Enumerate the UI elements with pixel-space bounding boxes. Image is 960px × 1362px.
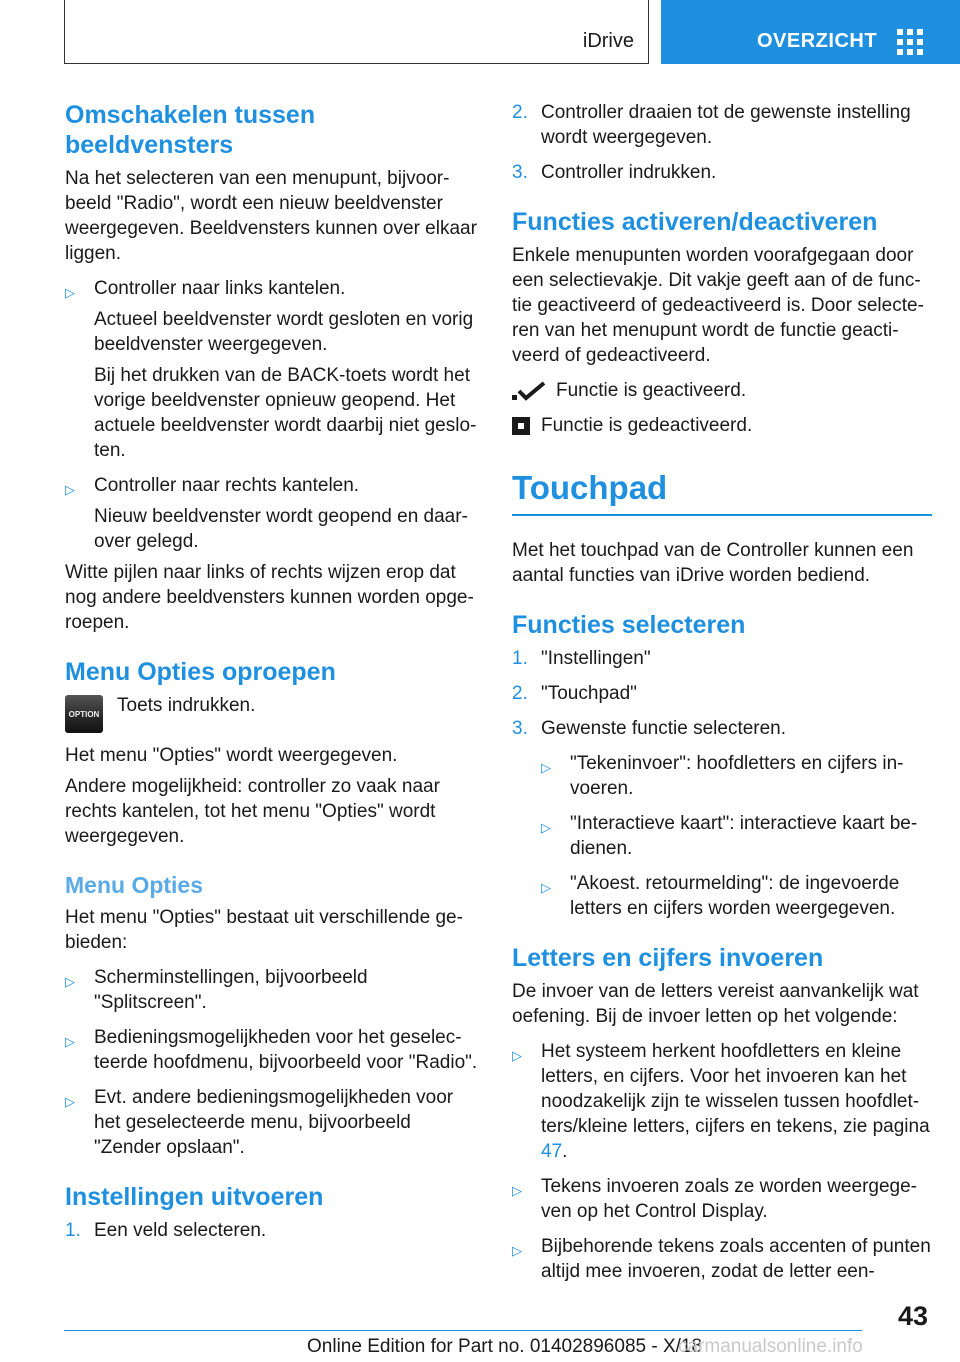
page-link[interactable]: 47 [541, 1141, 563, 1162]
para-menu-areas: Het menu "Opties" bestaat uit verschillende gebieden: [65, 907, 463, 953]
para-enter-letters: De invoer van de letters vereist aanvankelijk wat oefening. Bij de invoer letten op het volgende: [512, 981, 919, 1027]
heading-select-functions: Functies selecteren [512, 611, 746, 639]
para-functions-toggle: Enkele menupunten worden voorafgegaan door een selectievakje. Dit vakje geeft aan of de functie geactiveerd of gedeactiveerd is. Door selecteren van het menupunt wordt de functie geactiveerd of gedeactiveerd. [512, 245, 924, 366]
header-section-box [64, 0, 649, 64]
footer-edition: Online Edition for Part no. 01402896085 - X/18 [307, 1336, 703, 1357]
numbered-step: 2. "Touchpad" [512, 683, 637, 704]
left-column [65, 100, 480, 1243]
option-button-icon: OPTION [65, 695, 103, 733]
triangle-bullet-icon: ▷ [512, 1243, 522, 1258]
list-item: ▷ "Tekeninvoer": hoofdletters en cijfers invoeren. [541, 753, 904, 799]
list-item: ▷ "Interactieve kaart": interactieve kaart bedienen. [541, 813, 918, 859]
list-item: ▷ "Akoest. retourmelding": de ingevoerde letters en cijfers worden weergegeven. [541, 873, 900, 919]
numbered-step: 1. Een veld selecteren. [65, 1220, 267, 1241]
footer-watermark: carmanualsonline.info [678, 1336, 863, 1357]
numbered-step: 3. Controller indrukken. [512, 162, 717, 183]
heading-switch-windows: Omschakelen tussen beeldvensters [65, 101, 316, 159]
checkmark-icon [512, 381, 546, 401]
triangle-bullet-icon: ▷ [65, 974, 75, 989]
triangle-bullet-icon: ▷ [65, 482, 75, 497]
checkbox-empty-icon [512, 417, 530, 435]
para-switch-windows: Na het selecteren van een menupunt, bijvoorbeeld "Radio", wordt een nieuw beeldvenster weergegeven. Beeldvensters kunnen over elkaar liggen. [65, 168, 477, 264]
para-arrows: Witte pijlen naar links of rechts wijzen erop dat nog andere beeldvensters kunnen worden opgeroepen. [65, 562, 474, 633]
list-item: ▷ Bijbehorende tekens zoals accenten of punten altijd mee invoeren, zodat de letter een- [512, 1236, 931, 1282]
list-item: ▷ Scherminstellingen, bijvoorbeeld "Splitscreen". [65, 967, 368, 1013]
triangle-bullet-icon: ▷ [65, 1094, 75, 1109]
activated-text: Functie is geactiveerd. [556, 380, 747, 401]
option-instruction: Toets indrukken. [117, 695, 256, 716]
right-column [512, 100, 932, 1284]
header-tab-overview[interactable] [661, 0, 960, 64]
numbered-step: 1. "Instellingen" [512, 648, 651, 669]
header-section-title: iDrive [582, 30, 634, 52]
list-subitem: Bij het drukken van de BACK-toets wordt het vorige beeldvenster opnieuw geopend. Het actuele beeldvenster wordt daarbij niet gesloten. [94, 365, 477, 461]
para-touchpad: Met het touchpad van de Controller kunnen een aantal functies van iDrive worden bediend. [512, 540, 914, 586]
list-item: ▷ Evt. andere bedieningsmogelijkheden voor het geselecteerde menu, bijvoorbeeld "Zender opslaan". [65, 1087, 454, 1158]
triangle-bullet-icon: ▷ [541, 880, 551, 895]
header-tab-label: OVERZICHT [757, 30, 878, 52]
para-menu-alt: Andere mogelijkheid: controller zo vaak naar rechts kantelen, tot het menu "Opties" wordt weergegeven. [65, 776, 440, 847]
triangle-bullet-icon: ▷ [541, 760, 551, 775]
triangle-bullet-icon: ▷ [512, 1048, 522, 1063]
list-item: ▷ Controller naar rechts kantelen. [65, 473, 480, 498]
activated-row [512, 378, 932, 403]
heading-touchpad: Touchpad [512, 468, 932, 516]
triangle-bullet-icon: ▷ [65, 1034, 75, 1049]
list-subitem: Nieuw beeldvenster wordt geopend en daarover gelegd. [94, 506, 468, 552]
footer-rule [64, 1330, 862, 1331]
heading-enter-letters: Letters en cijfers invoeren [512, 944, 824, 972]
heading-menu-call: Menu Opties oproepen [65, 658, 336, 686]
grid-icon [897, 29, 923, 53]
para-menu-shown: Het menu "Opties" wordt weergegeven. [65, 745, 398, 766]
list-subitem: Actueel beeldvenster wordt gesloten en vorig beeldvenster weergegeven. [94, 309, 474, 355]
list-item: ▷ Controller naar links kantelen. [65, 276, 480, 301]
heading-menu-options: Menu Opties [65, 872, 204, 898]
triangle-bullet-icon: ▷ [541, 820, 551, 835]
list-item: ▷ Tekens invoeren zoals ze worden weergegeven op het Control Display. [512, 1176, 917, 1222]
numbered-step: 2. Controller draaien tot de gewenste instelling wordt weergegeven. [512, 102, 911, 148]
heading-functions-toggle: Functies activeren/deactiveren [512, 208, 878, 236]
deactivated-text: Functie is gedeactiveerd. [541, 415, 753, 436]
numbered-step: 3. Gewenste functie selecteren. [512, 718, 787, 739]
triangle-bullet-icon: ▷ [65, 285, 75, 300]
heading-settings: Instellingen uitvoeren [65, 1183, 324, 1211]
triangle-bullet-icon: ▷ [512, 1183, 522, 1198]
deactivated-row [512, 413, 932, 438]
list-item: ▷ Het systeem herkent hoofdletters en kleine letters, en cijfers. Voor het invoeren kan het noodzakelijk zijn te wisselen tussen hoofdletters/kleine letters, cijfers en tekens, zie pagina 47. [512, 1041, 930, 1162]
list-item: ▷ Bedieningsmogelijkheden voor het geselecteerde hoofdmenu, bijvoorbeeld voor "Radio". [65, 1027, 478, 1073]
page-number: 43 [898, 1301, 929, 1331]
option-row [65, 693, 480, 733]
